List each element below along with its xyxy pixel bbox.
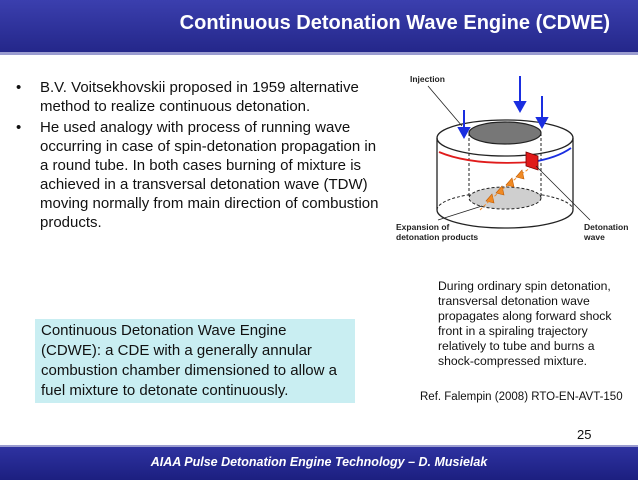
detonation-front	[439, 152, 532, 163]
bullet-text: He used analogy with process of running wave occurring in case of spin-detonation propagation in a round tube. In both cases burning of mixture is achieved in a transversal detonation wave (TDW) moving normally from main direction of combustion products.	[40, 119, 379, 231]
bullet-item	[14, 78, 386, 116]
inner-cylinder-bottom	[469, 187, 541, 209]
title-bar	[0, 0, 638, 55]
bullet-list	[14, 78, 386, 234]
diagram-caption: During ordinary spin detonation, transversal detonation wave propagates along forward shock front in a spiraling trajectory relatively to tube and burns a shock-compressed mixture.	[438, 279, 612, 368]
expansion-label-line2: detonation products	[396, 232, 479, 242]
definition-box: Continuous Detonation Wave Engine (CDWE): a CDE with a generally annular combustion chamber dimensioned to allow a fuel mixture to detonate continuously.	[35, 319, 355, 403]
cdwe-diagram	[392, 70, 636, 250]
slide-title: Continuous Detonation Wave Engine (CDWE)	[179, 12, 610, 34]
bullet-marker: •	[16, 119, 22, 136]
injection-leader	[428, 86, 462, 126]
reference: Ref. Falempin (2008) RTO-EN-AVT-150	[420, 391, 623, 403]
wave-label-line2: wave	[584, 232, 605, 242]
expansion-label-line1: Expansion of	[396, 222, 450, 232]
outer-cylinder-bottom	[437, 210, 573, 228]
footer-bar	[0, 445, 638, 480]
wave-leader	[536, 166, 590, 220]
injection-label: Injection	[410, 74, 445, 84]
expansion-leader	[438, 206, 482, 220]
footer-text: AIAA Pulse Detonation Engine Technology – D. Musielak	[150, 455, 488, 469]
wave-label-line1: Detonation	[584, 222, 629, 232]
inner-cylinder-top	[469, 122, 541, 144]
page-number: 25	[577, 427, 592, 442]
bullet-item	[14, 118, 386, 232]
bullet-text: B.V. Voitsekhovskii proposed in 1959 alternative method to realize continuous detonation.	[40, 79, 359, 115]
bullet-marker: •	[16, 79, 22, 96]
